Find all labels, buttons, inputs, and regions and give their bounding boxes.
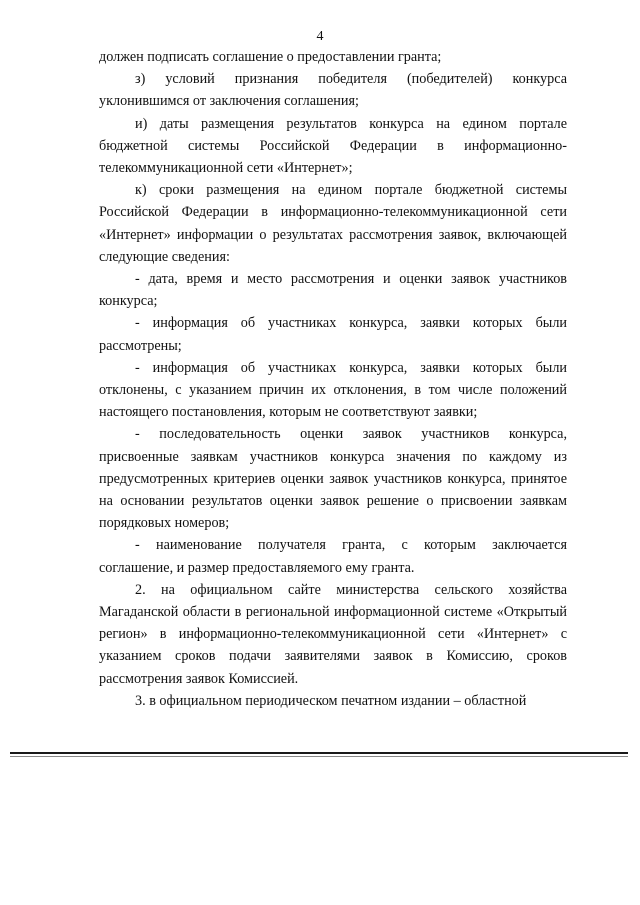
paragraph-bullet-sequence: - последовательность оценки заявок участников конкурса, присвоенные заявкам участников конкурса значения по каждому из предусмотренных критериев оценки заявок участников конкурса, принятое на основании результатов оценки заявок решение о присвоении заявкам порядковых номеров;: [99, 426, 567, 532]
paragraph-item-z: з) условий признания победителя (победителей) конкурса уклонившимся от заключения соглашения;: [99, 71, 567, 110]
document-body: [99, 46, 567, 712]
page-bottom-rule-shadow: [10, 756, 628, 757]
page-number: 4: [316, 29, 324, 44]
paragraph-item-3: 3. в официальном периодическом печатном издании – областной: [135, 692, 527, 709]
paragraph-continuation: должен подписать соглашение о предоставлении гранта;: [99, 49, 442, 65]
paragraph-item-2: 2. на официальном сайте министерства сельского хозяйства Магаданской области в региональной информационной системе «Открытый регион» в информационно-телекоммуникационной сети «Интернет» с указанием сроков подачи заявителями заявок в Комиссию, сроков рассмотрения заявок Комиссией.: [99, 581, 567, 687]
paragraph-bullet-recipient: - наименование получателя гранта, с которым заключается соглашение, и размер предоставляемого ему гранта.: [99, 537, 567, 576]
page-bottom-rule: [10, 752, 628, 754]
paragraph-bullet-date: - дата, время и место рассмотрения и оценки заявок участников конкурса;: [99, 271, 567, 310]
paragraph-item-k: к) сроки размещения на едином портале бюджетной системы Российской Федерации в информационно-телекоммуникационной сети «Интернет» информации о результатах рассмотрения заявок, включающей следующие сведения:: [99, 182, 567, 265]
paragraph-bullet-rejected: - информация об участниках конкурса, заявки которых были отклонены, с указанием причин их отклонения, в том числе положений настоящего постановления, которым не соответствуют заявки;: [99, 359, 567, 421]
paragraph-bullet-reviewed: - информация об участниках конкурса, заявки которых были рассмотрены;: [99, 315, 567, 354]
paragraph-item-i: и) даты размещения результатов конкурса на едином портале бюджетной системы Российской Федерации в информационно-телекоммуникационной сети «Интернет»;: [99, 115, 567, 177]
